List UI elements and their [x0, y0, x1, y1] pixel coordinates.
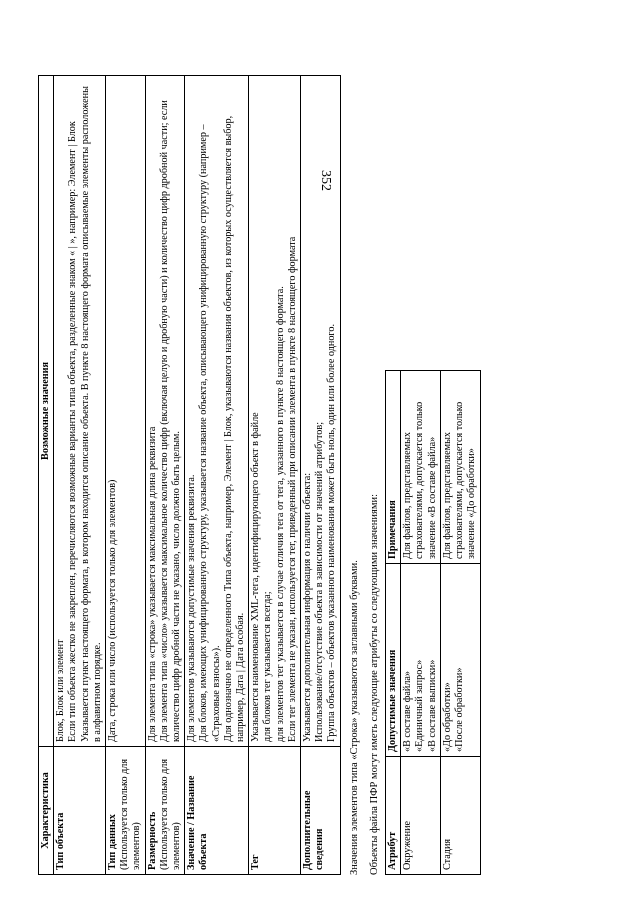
characteristic-label: Размерность	[146, 811, 158, 870]
characteristic-cell	[54, 747, 106, 875]
characteristic-label: Тип объекта	[55, 812, 67, 870]
characteristic-label: Тег	[250, 854, 262, 870]
table-row	[301, 76, 341, 875]
characteristic-label: Значение / Название объекта	[186, 775, 210, 870]
characteristic-cell	[145, 747, 185, 875]
value-line: Для однозначно не определенного Типа объекта, например, Элемент | Блок, указываются названия объектов, из которых осуществляется выбор, например, Дата | Дата особая.	[222, 115, 247, 742]
attr-values-cell	[440, 564, 480, 757]
table-row	[185, 76, 249, 875]
value-line: для элементов тег указывается в случае отличия тега от тега, указанного в пункте 8 настоящего формата.	[274, 286, 286, 742]
value-line: Указывается пункт настоящего формата, в котором находится описание объекта. В пункте 8 настоящего формата описываемые элементы расположены в алфавитном порядке.	[79, 86, 103, 742]
values-cell	[301, 76, 341, 747]
attr-note-cell: Для файлов, представляемых страхователями, допускается только значение «До обработки»	[440, 371, 480, 564]
header-attribute: Атрибут	[386, 757, 401, 875]
value-line: Указывается наименование XML-тега, идентифицирующего объект в файле	[250, 412, 262, 742]
value-line: для блоков тег указывается всегда;	[262, 591, 274, 742]
value-line: Если тип объекта жестко не закреплен, перечисляются возможные варианты типа объекта, разделенные знаком « | », например: Элемент | Блок	[67, 121, 79, 742]
characteristics-body	[54, 76, 340, 875]
attr-name-cell: Стадия	[440, 757, 480, 875]
value-line: Указывается дополнительная информация о наличии объекта:	[302, 472, 314, 742]
attr-header-row	[386, 371, 401, 875]
table-row	[106, 76, 146, 875]
rotated-content	[38, 75, 598, 875]
value-line: Группа объектов – объектов указанного наименования может быть ноль, один или более одного.	[326, 324, 338, 742]
attr-note-cell: Для файлов, представляемых страхователями, допускается только значение «В составе файла»	[401, 371, 441, 564]
table-header-row	[39, 76, 54, 875]
value-line: Для блоков, имеющих унифицированную структуру, указывается название объекта, описывающего унифицированную структуру (например – «Страховые взносы»).	[198, 124, 222, 742]
value-line: Использование/отсутствие объекта в зависимости от значений атрибутов;	[314, 421, 326, 742]
attr-value: «В составе файла»	[402, 670, 414, 752]
attr-value: «До обработки»	[441, 682, 453, 752]
values-cell	[106, 76, 146, 747]
attr-row	[401, 371, 441, 875]
header-notes: Примечания	[386, 371, 401, 564]
value-line: Для элемента типа «строка» указывается максимальная длина реквизита	[146, 426, 158, 742]
characteristic-sublabel: (Используется только для элементов)	[119, 758, 143, 870]
values-cell	[249, 76, 301, 747]
header-allowed-values: Допустимые значения	[386, 564, 401, 757]
value-line: Дата, строка или число (используется только для элементов)	[107, 479, 119, 742]
attr-row	[440, 371, 480, 875]
values-cell	[185, 76, 249, 747]
attr-value: «После обработки»	[454, 667, 466, 752]
values-cell	[145, 76, 185, 747]
characteristic-label: Тип данных	[107, 814, 119, 870]
characteristic-sublabel: (Используется только для элементов)	[158, 758, 183, 870]
header-characteristic: Характеристика	[39, 747, 54, 875]
characteristic-cell	[185, 747, 249, 875]
attr-name-cell: Окружение	[401, 757, 441, 875]
value-line: Если тег элемента не указан, используется тег, приведенный при описании элемента в пункте 8 настоящего формата	[286, 236, 298, 742]
value-line: Блок, Блок или элемент	[55, 639, 67, 742]
table-row	[54, 76, 106, 875]
value-line: Для элементов указываются допустимые значения реквизита.	[186, 474, 198, 742]
characteristic-cell	[106, 747, 146, 875]
characteristics-table	[38, 75, 341, 875]
note-attributes-intro: Объекты файла ПФР могут иметь следующие атрибуты со следующими значениями:	[368, 494, 380, 875]
values-cell	[54, 76, 106, 747]
table-row	[145, 76, 185, 875]
note-capital-letters: Значения элементов типа «Строка» указываются заглавными буквами.	[348, 560, 360, 875]
value-line: Для элемента типа «число» указывается максимальное количество цифр (включая целую и дробную части) и количество цифр дробной части; если количество цифр дробной части не указано, число должно быть целым.	[158, 100, 183, 742]
characteristic-cell	[249, 747, 301, 875]
page-number: 352	[318, 170, 333, 191]
attr-values-cell	[401, 564, 441, 757]
attr-value: «Единичный запрос»	[414, 659, 426, 752]
characteristic-cell	[301, 747, 341, 875]
attr-value: «В составе выписки»	[426, 659, 438, 752]
header-possible-values: Возможные значения	[39, 76, 54, 747]
attributes-table	[385, 370, 480, 875]
attributes-body	[401, 371, 480, 875]
table-row	[249, 76, 301, 875]
characteristic-label: Дополнительные сведения	[302, 790, 326, 870]
